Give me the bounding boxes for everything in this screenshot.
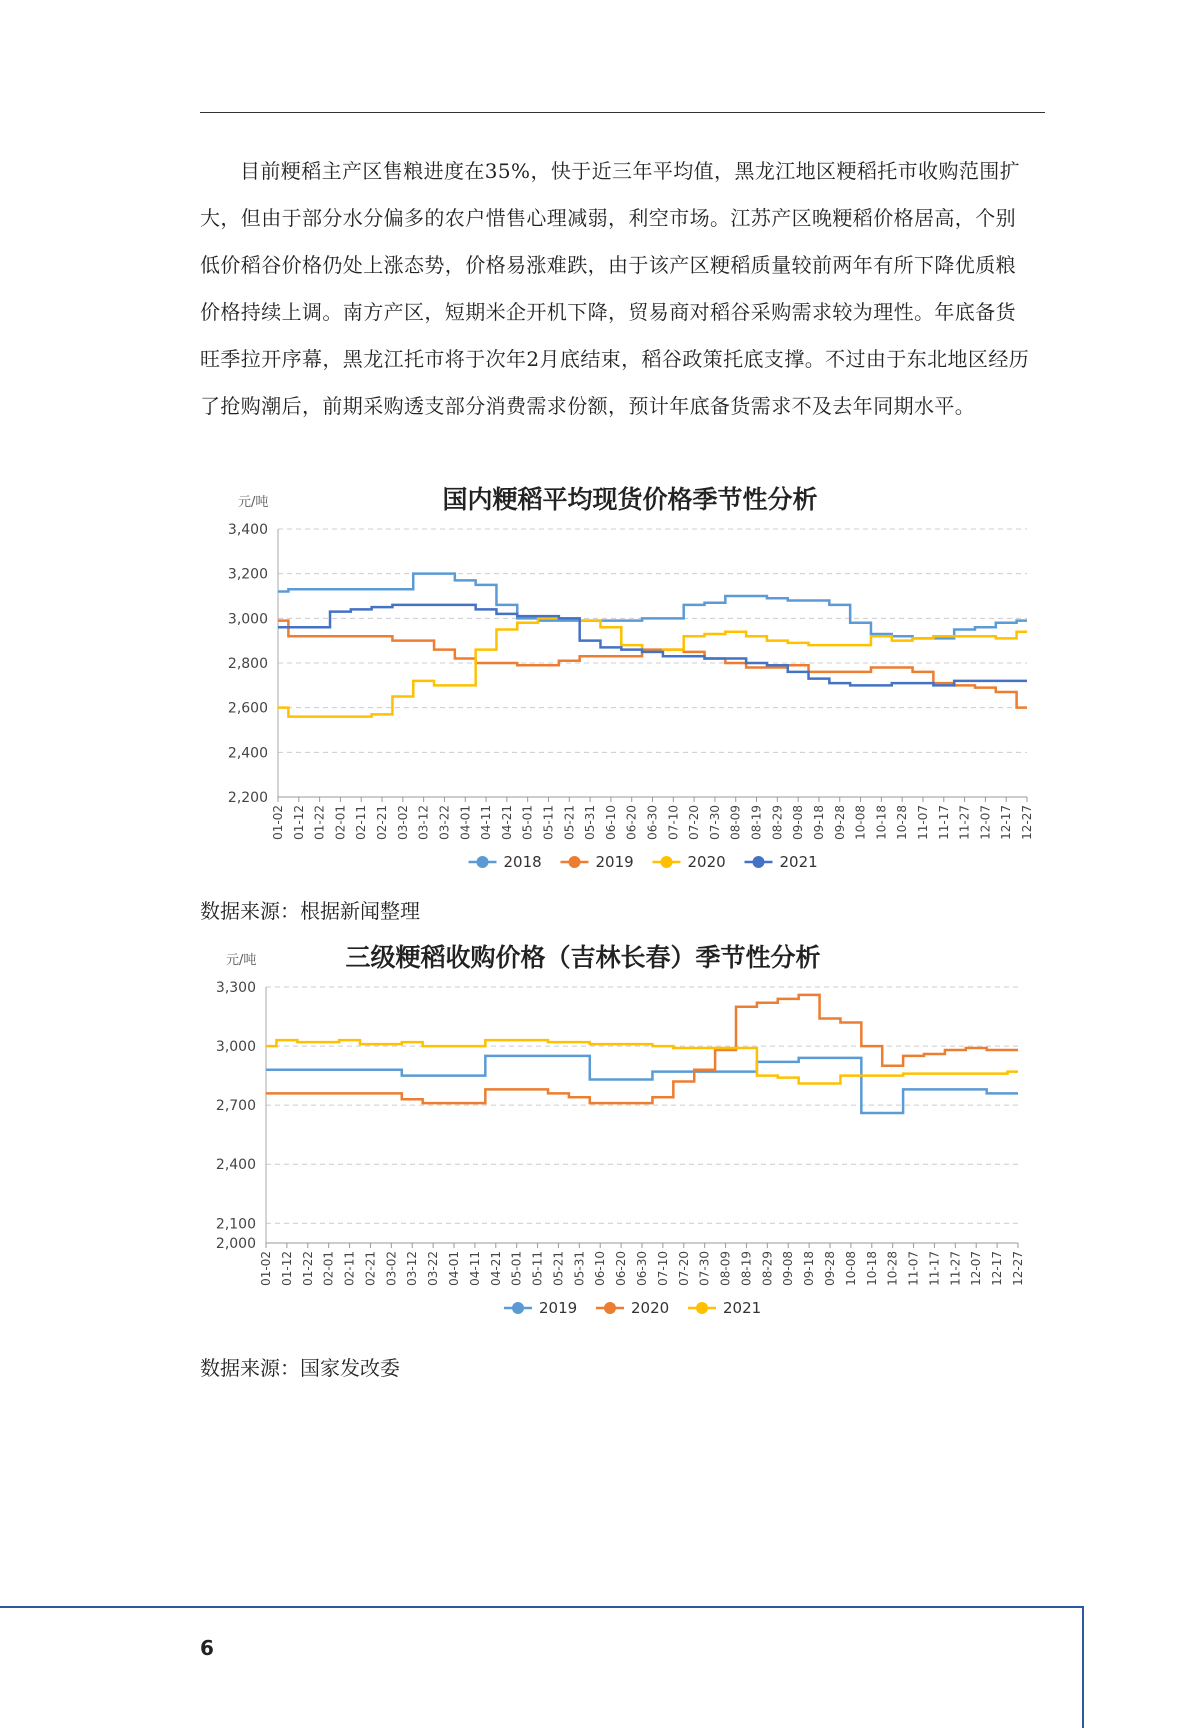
x-tick-label: 11-27: [948, 1251, 963, 1286]
legend-label-2019: 2019: [595, 853, 634, 871]
x-tick-label: 03-12: [416, 805, 431, 840]
x-tick-label: 07-20: [676, 1251, 691, 1286]
x-tick-label: 08-29: [770, 805, 785, 840]
x-tick-label: 10-08: [853, 805, 868, 840]
x-tick-label: 08-09: [718, 1251, 733, 1286]
series-line-2019: [266, 1056, 1018, 1113]
x-tick-label: 01-02: [259, 1251, 273, 1286]
x-tick-label: 03-22: [426, 1251, 441, 1286]
y-tick-label: 3,200: [227, 566, 268, 583]
x-tick-label: 08-29: [760, 1251, 775, 1286]
x-tick-label: 12-27: [1020, 805, 1034, 840]
x-tick-label: 09-08: [781, 1251, 796, 1286]
legend-label-2018: 2018: [503, 853, 542, 871]
x-tick-label: 08-19: [749, 805, 764, 840]
page-number: 6: [200, 1636, 214, 1660]
x-tick-label: 09-18: [802, 1251, 817, 1286]
y-axis-unit: 元/吨: [226, 953, 257, 968]
legend-marker-2019: [512, 1302, 524, 1314]
x-tick-label: 07-30: [707, 805, 722, 840]
legend-label-2019: 2019: [539, 1299, 578, 1317]
y-tick-label: 2,100: [215, 1216, 256, 1233]
x-tick-label: 09-18: [811, 805, 826, 840]
x-tick-label: 04-11: [467, 1251, 482, 1286]
legend-marker-2020: [604, 1302, 616, 1314]
y-tick-label: 3,300: [215, 980, 256, 996]
source-note-1: 数据来源：根据新闻整理: [200, 899, 420, 923]
x-tick-label: 06-30: [635, 1251, 649, 1286]
legend-label-2020: 2020: [631, 1299, 670, 1317]
x-tick-label: 03-02: [395, 805, 410, 840]
x-tick-label: 01-02: [271, 805, 285, 840]
x-tick-label: 11-17: [936, 805, 951, 840]
series-line-2021: [266, 1040, 1018, 1083]
series-line-2020: [278, 618, 1027, 716]
y-tick-label: 2,000: [215, 1236, 256, 1252]
x-tick-label: 07-20: [687, 805, 702, 840]
y-tick-label: 2,600: [227, 700, 268, 717]
y-tick-label: 2,200: [227, 790, 268, 806]
x-tick-label: 04-21: [488, 1251, 503, 1286]
x-tick-label: 10-28: [885, 1251, 900, 1286]
x-tick-label: 11-27: [957, 805, 972, 840]
x-tick-label: 01-22: [312, 805, 327, 840]
series-line-2019: [278, 621, 1027, 708]
x-tick-label: 06-20: [614, 1251, 629, 1286]
chart-1-svg: [200, 482, 1040, 877]
y-tick-label: 2,400: [215, 1157, 256, 1174]
x-tick-label: 09-28: [832, 805, 847, 840]
x-tick-label: 02-21: [375, 805, 390, 840]
x-tick-label: 06-10: [603, 805, 618, 840]
x-tick-label: 09-28: [823, 1251, 837, 1286]
legend-marker-2021: [753, 856, 765, 868]
x-tick-label: 12-27: [1011, 1251, 1025, 1286]
x-tick-label: 05-31: [572, 1251, 587, 1286]
body-paragraph: 目前粳稻主产区售粮进度在35%，快于近三年平均值，黑龙江地区粳稻托市收购范围扩大，但由于部分水分偏多的农户惜售心理减弱，利空市场。江苏产区晚粳稻价格居高，个别低价稻谷价格仍处上涨态势，价格易涨难跌，由于该产区粳稻质量较前两年有所下降优质粮价格持续上调。南方产区，短期米企开机下降，贸易商对稻谷采购需求较为理性。年底备货旺季拉开序幕，黑龙江托市将于次年2月底结束，稻谷政策托底支撑。不过由于东北地区经历了抢购潮后，前期采购透支部分消费需求份额，预计年底备货需求不及去年同期水平。: [200, 159, 1030, 418]
x-tick-label: 06-20: [624, 805, 639, 840]
series-line-2020: [266, 995, 1018, 1103]
x-tick-label: 04-01: [458, 805, 473, 840]
x-tick-label: 08-19: [739, 1251, 754, 1286]
x-tick-label: 04-01: [447, 1251, 461, 1286]
legend-label-2021: 2021: [723, 1299, 762, 1317]
x-tick-label: 04-21: [499, 805, 514, 840]
legend-label-2020: 2020: [687, 853, 726, 871]
y-tick-label: 3,400: [227, 522, 268, 538]
y-tick-label: 3,000: [227, 611, 268, 628]
chart-2-svg: [200, 940, 1040, 1335]
x-tick-label: 11-07: [915, 805, 930, 840]
series-line-2021: [278, 605, 1027, 685]
x-tick-label: 01-22: [300, 1251, 315, 1286]
x-tick-label: 05-11: [530, 1251, 545, 1286]
x-tick-label: 02-01: [333, 805, 348, 840]
x-tick-label: 03-12: [405, 1251, 420, 1286]
x-tick-label: 05-21: [562, 805, 577, 840]
x-tick-label: 05-31: [583, 805, 598, 840]
x-tick-label: 10-28: [895, 805, 910, 840]
x-tick-label: 02-11: [354, 805, 369, 840]
chart-2: [200, 940, 1040, 1335]
chart-title: 国内粳稻平均现货价格季节性分析: [442, 485, 818, 514]
x-tick-label: 07-10: [655, 1251, 670, 1286]
x-tick-label: 10-18: [874, 805, 889, 840]
x-tick-label: 06-30: [645, 805, 660, 840]
x-tick-label: 01-12: [279, 1251, 294, 1286]
x-tick-label: 12-07: [969, 1251, 984, 1286]
x-tick-label: 12-07: [978, 805, 993, 840]
x-tick-label: 09-08: [791, 805, 806, 840]
x-tick-label: 06-10: [593, 1251, 608, 1286]
legend-marker-2019: [569, 856, 581, 868]
x-tick-label: 04-11: [479, 805, 494, 840]
x-tick-label: 05-01: [509, 1251, 524, 1286]
header-rule: [200, 112, 1045, 113]
x-tick-label: 05-21: [551, 1251, 566, 1286]
x-tick-label: 07-10: [666, 805, 681, 840]
x-tick-label: 11-07: [906, 1251, 921, 1286]
legend-marker-2021: [696, 1302, 708, 1314]
legend-marker-2018: [477, 856, 489, 868]
x-tick-label: 02-21: [363, 1251, 378, 1286]
x-tick-label: 07-30: [697, 1251, 712, 1286]
x-tick-label: 02-01: [321, 1251, 336, 1286]
x-tick-label: 05-01: [520, 805, 535, 840]
chart-title: 三级粳稻收购价格（吉林长春）季节性分析: [345, 943, 821, 972]
y-tick-label: 2,400: [227, 745, 268, 762]
footer-frame: [0, 1606, 1084, 1728]
y-tick-label: 2,800: [227, 656, 268, 672]
x-tick-label: 05-11: [541, 805, 556, 840]
x-tick-label: 12-17: [990, 1251, 1005, 1286]
x-tick-label: 03-22: [437, 805, 452, 840]
y-axis-unit: 元/吨: [238, 495, 269, 510]
chart-1: [200, 482, 1040, 877]
x-tick-label: 12-17: [999, 805, 1014, 840]
x-tick-label: 01-12: [291, 805, 306, 840]
x-tick-label: 03-02: [384, 1251, 399, 1286]
source-note-2: 数据来源：国家发改委: [200, 1356, 400, 1380]
y-tick-label: 3,000: [215, 1039, 256, 1056]
x-tick-label: 11-17: [927, 1251, 942, 1286]
legend-marker-2020: [661, 856, 673, 868]
x-tick-label: 02-11: [342, 1251, 357, 1286]
x-tick-label: 10-08: [843, 1251, 858, 1286]
y-tick-label: 2,700: [215, 1098, 256, 1115]
legend-label-2021: 2021: [779, 853, 818, 871]
x-tick-label: 10-18: [864, 1251, 879, 1286]
x-tick-label: 08-09: [728, 805, 743, 840]
